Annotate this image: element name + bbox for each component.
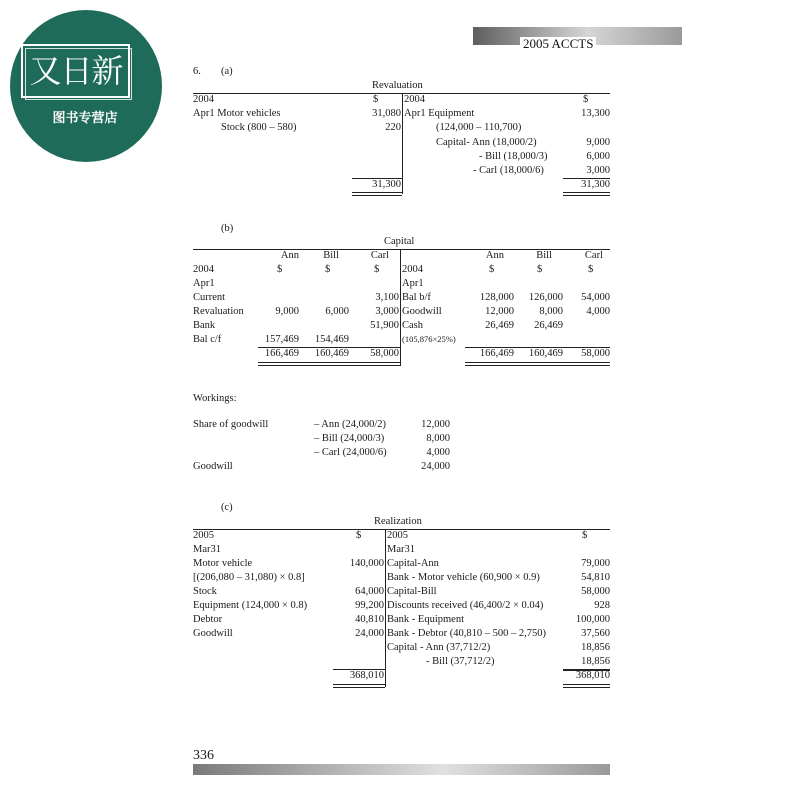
revaluation-right-amount: 3,000	[586, 165, 610, 176]
workings-row-amount: 8,000	[426, 433, 450, 444]
realization-right-entry: Bank - Motor vehicle (60,900 × 0.9)	[387, 572, 540, 583]
workings-row-desc: – Bill (24,000/3)	[314, 433, 385, 444]
workings-goodwill-total: 24,000	[421, 461, 450, 472]
capital-amount: 54,000	[581, 292, 610, 303]
realization-right-amount: 58,000	[581, 586, 610, 597]
part-a-label: (a)	[221, 66, 233, 77]
capital-left-entry: Revaluation	[193, 306, 244, 317]
revaluation-left-year: 2004	[193, 94, 214, 105]
capital-col-ann: Ann	[485, 250, 504, 261]
realization-left-total: 368,010	[349, 670, 384, 681]
capital-left-month: Apr1	[193, 278, 215, 289]
workings-heading: Workings:	[193, 393, 237, 404]
capital-right-year: 2004	[402, 264, 423, 275]
capital-right-entry: Cash	[402, 320, 423, 331]
realization-right-amount: 37,560	[581, 628, 610, 639]
realization-right-entry: Bank - Debtor (40,810 – 500 – 2,750)	[387, 628, 546, 639]
capital-amount: 128,000	[479, 292, 514, 303]
revaluation-right-entry: (124,000 – 110,700)	[436, 122, 522, 133]
logo-sub-text: 图书专营店	[52, 111, 118, 126]
capital-total: 58,000	[370, 348, 399, 359]
realization-left-entry: [(206,080 – 31,080) × 0.8]	[193, 572, 305, 583]
revaluation-right-total: 31,300	[581, 179, 610, 190]
realization-left-amount: 64,000	[355, 586, 384, 597]
realization-left-amount: 24,000	[355, 628, 384, 639]
capital-col-ann: Ann	[280, 250, 299, 261]
dollar-sign: $	[489, 264, 495, 275]
dollar-sign: $	[277, 264, 283, 275]
capital-amount: 8,000	[539, 306, 563, 317]
dollar-sign: $	[325, 264, 331, 275]
realization-left-amount: 40,810	[355, 614, 384, 625]
revaluation-left-total: 31,300	[372, 179, 401, 190]
realization-left-entry: Equipment (124,000 × 0.8)	[193, 600, 308, 611]
capital-right-month: Apr1	[402, 278, 424, 289]
dollar-sign: $	[582, 530, 588, 541]
dollar-sign: $	[374, 264, 380, 275]
realization-left-entry: Stock	[193, 586, 217, 597]
capital-amount: 4,000	[586, 306, 610, 317]
realization-right-amount: 100,000	[575, 614, 610, 625]
capital-left-year: 2004	[193, 264, 214, 275]
capital-col-carl: Carl	[370, 250, 389, 261]
realization-left-entry: Motor vehicle	[193, 558, 253, 569]
realization-left-amount: 140,000	[349, 558, 384, 569]
realization-right-amount: 54,810	[581, 572, 610, 583]
capital-amount: 26,469	[534, 320, 563, 331]
realization-center-rule	[385, 529, 386, 687]
capital-amount: 3,000	[375, 306, 399, 317]
capital-left-entry: Current	[193, 292, 226, 303]
realization-right-month: Mar31	[387, 544, 415, 555]
realization-right-amount: 928	[594, 600, 610, 611]
dollar-sign: $	[588, 264, 594, 275]
workings-row-desc: – Ann (24,000/2)	[314, 419, 387, 430]
double-rule	[465, 362, 610, 366]
capital-amount: 26,469	[485, 320, 514, 331]
capital-left-entry: Bal c/f	[193, 334, 222, 345]
capital-center-rule	[400, 249, 401, 366]
realization-left-entry: Goodwill	[193, 628, 233, 639]
revaluation-left-amount: 31,080	[372, 108, 401, 119]
logo-main-text: 又日新	[29, 52, 123, 90]
capital-right-entry: Goodwill	[402, 306, 442, 317]
dollar-sign: $	[537, 264, 543, 275]
capital-amount: 9,000	[275, 306, 299, 317]
revaluation-right-entry: - Bill (18,000/3)	[479, 151, 548, 162]
capital-total: 166,469	[264, 348, 299, 359]
footer-bar	[193, 764, 610, 775]
revaluation-right-year: 2004	[404, 94, 425, 105]
capital-amount: 51,900	[370, 320, 399, 331]
workings-row-desc: – Carl (24,000/6)	[314, 447, 387, 458]
capital-amount: 6,000	[325, 306, 349, 317]
workings-goodwill-label: Goodwill	[193, 461, 233, 472]
capital-total: 160,469	[528, 348, 563, 359]
realization-title: Realization	[374, 516, 422, 527]
capital-col-bill: Bill	[323, 250, 339, 261]
revaluation-left-entry: Stock (800 – 580)	[221, 122, 297, 133]
revaluation-right-entry: Apr1 Equipment	[404, 108, 475, 119]
revaluation-title: Revaluation	[372, 80, 423, 91]
realization-right-total: 368,010	[575, 670, 610, 681]
revaluation-right-entry: - Carl (18,000/6)	[473, 165, 544, 176]
capital-col-carl: Carl	[584, 250, 603, 261]
capital-amount: 154,469	[314, 334, 349, 345]
revaluation-center-rule	[402, 93, 403, 194]
realization-right-entry: Capital - Ann (37,712/2)	[387, 642, 491, 653]
double-rule	[333, 684, 385, 688]
capital-total: 58,000	[581, 348, 610, 359]
capital-total: 166,469	[479, 348, 514, 359]
realization-left-year: 2005	[193, 530, 214, 541]
part-b-label: (b)	[221, 223, 234, 234]
capital-amount: 3,100	[375, 292, 399, 303]
capital-amount: 12,000	[485, 306, 514, 317]
realization-right-entry: Discounts received (46,400/2 × 0.04)	[387, 600, 544, 611]
revaluation-right-amount: 9,000	[586, 137, 610, 148]
double-rule	[563, 684, 610, 688]
double-rule	[563, 192, 610, 196]
dollar-sign: $	[356, 530, 362, 541]
capital-total: 160,469	[314, 348, 349, 359]
capital-title: Capital	[384, 236, 415, 247]
capital-col-bill: Bill	[536, 250, 552, 261]
workings-row-amount: 12,000	[421, 419, 450, 430]
realization-right-entry: - Bill (37,712/2)	[426, 656, 495, 667]
realization-right-entry: Bank - Equipment	[387, 614, 464, 625]
realization-right-entry: Capital-Ann	[387, 558, 439, 569]
realization-right-amount: 79,000	[581, 558, 610, 569]
realization-right-amount: 18,856	[581, 642, 610, 653]
capital-right-entry: (105,876×25%)	[402, 334, 456, 344]
realization-right-amount: 18,856	[581, 656, 610, 667]
revaluation-right-entry: Capital- Ann (18,000/2)	[436, 137, 537, 148]
question-number: 6.	[193, 66, 201, 77]
workings-share-label: Share of goodwill	[193, 419, 269, 430]
revaluation-left-amount: 220	[385, 122, 401, 133]
part-c-label: (c)	[221, 502, 233, 513]
capital-right-entry: Bal b/f	[402, 292, 431, 303]
header-title: 2005 ACCTS	[520, 37, 596, 51]
capital-amount: 157,469	[264, 334, 299, 345]
realization-left-entry: Debtor	[193, 614, 223, 625]
capital-left-entry: Bank	[193, 320, 216, 331]
capital-amount: 126,000	[528, 292, 563, 303]
revaluation-left-dollar: $	[373, 94, 379, 105]
double-rule	[258, 362, 400, 366]
double-rule	[352, 192, 402, 196]
revaluation-left-entry: Apr1 Motor vehicles	[193, 108, 281, 119]
revaluation-right-amount: 13,300	[581, 108, 610, 119]
realization-left-month: Mar31	[193, 544, 221, 555]
realization-right-entry: Capital-Bill	[387, 586, 437, 597]
realization-left-amount: 99,200	[355, 600, 384, 611]
revaluation-right-dollar: $	[583, 94, 589, 105]
revaluation-right-amount: 6,000	[586, 151, 610, 162]
workings-row-amount: 4,000	[426, 447, 450, 458]
realization-right-year: 2005	[387, 530, 408, 541]
page-number: 336	[193, 748, 214, 763]
